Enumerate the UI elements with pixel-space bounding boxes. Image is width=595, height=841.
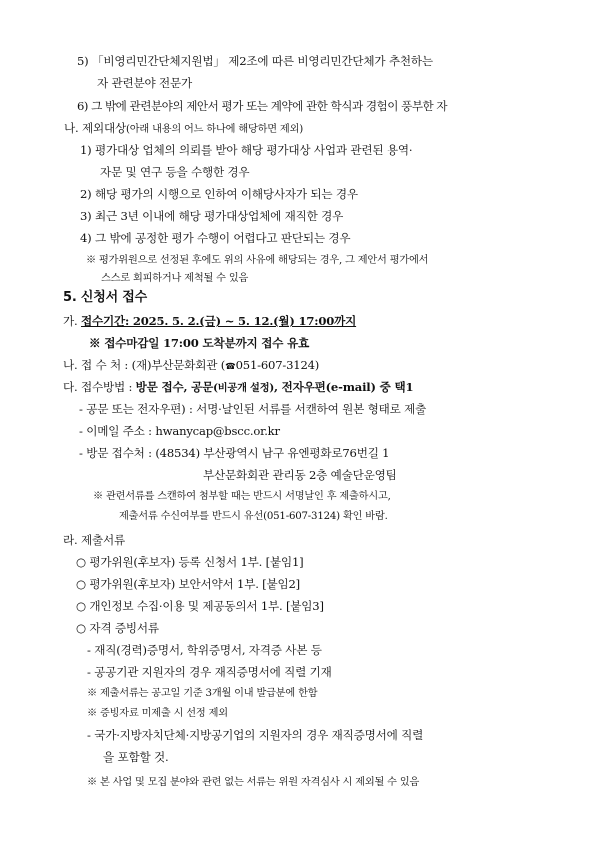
application-method [63, 379, 413, 396]
exclusion-item-4: 4) 그 밖에 공정한 평가 수행이 어렵다고 판단되는 경우 [80, 231, 351, 245]
final-note: ※ 본 사업 및 모집 분야와 관련 없는 서류는 위원 자격심사 시 제외될 수 있음 [87, 777, 420, 788]
documents-title: 라. 제출서류 [63, 533, 125, 547]
exclusion-note-line2: 스스로 회피하거나 제척될 수 있음 [101, 273, 249, 284]
document-2: ○ 평가위원(후보자) 보안서약서 1부. [붙임2] [76, 577, 300, 591]
proof-note-2: ※ 증빙자료 미제출 시 선정 제외 [87, 708, 228, 719]
qual-item-5-line1: 5) 「비영리민간단체지원법」 제2조에 따른 비영리민간단체가 추천하는 [77, 54, 433, 68]
document-1: ○ 평가위원(후보자) 등록 신청서 1부. [붙임1] [76, 555, 304, 569]
method-visit-line1: - 방문 접수처 : (48534) 부산광역시 남구 유엔평화로76번길 1 [79, 446, 390, 460]
scan-note-line2: 제출서류 수신여부를 반드시 유선(051-607-3124) 확인 바람. [119, 511, 388, 522]
method-visit-line2: 부산문화회관 관리동 2층 예술단운영팀 [203, 468, 397, 482]
exclusion-item-1-line2: 자문 및 연구 등을 수행한 경우 [100, 165, 250, 179]
reception-office-phone: 051-607-3124) [235, 358, 320, 372]
method-email: - 이메일 주소 : hwanycap@bscc.or.kr [79, 424, 280, 438]
exclusion-title [64, 120, 303, 138]
exclusion-item-2: 2) 해당 평가의 시행으로 인하여 이해당사자가 되는 경우 [80, 187, 358, 201]
scan-note-line1: ※ 관련서류를 스캔하여 첨부할 때는 반드시 서명날인 후 제출하시고, [93, 491, 391, 502]
exclusion-note-line1: ※ 평가위원으로 선정된 후에도 위의 사유에 해당되는 경우, 그 제안서 평가에서 [86, 255, 429, 266]
method-official-letter: - 공문 또는 전자우편) : 서명·날인된 서류를 서캔하여 원본 형태로 제출 [79, 402, 427, 416]
application-method-a: 방문 접수, 공문 [135, 380, 214, 394]
application-period-prefix: 가. [63, 314, 81, 328]
application-method-c: , 전자우편(e-mail) 중 택1 [273, 380, 414, 394]
exclusion-title-note: (아래 내용의 어느 하나에 해당하면 제외) [125, 124, 303, 135]
reception-office-label: 나. 접 수 처 : (재)부산문화회관 ( [63, 358, 226, 372]
document-4: ○ 자격 증빙서류 [76, 621, 159, 635]
exclusion-title-main: 나. 제외대상 [64, 121, 126, 135]
exclusion-item-3: 3) 최근 3년 이내에 해당 평가대상업체에 재직한 경우 [80, 209, 344, 223]
application-method-label: 다. 접수방법 : [63, 380, 136, 394]
application-period [63, 313, 356, 329]
application-method-b: (비공개 설정) [213, 382, 274, 394]
qual-item-6: 6) 그 밖에 관련분야의 제안서 평가 또는 계약에 관한 학식과 경험이 풍부한 자 [77, 99, 448, 113]
document-3: ○ 개인정보 수집·이용 및 제공동의서 1부. [붙임3] [76, 599, 324, 613]
deadline-note: ※ 접수마감일 17:00 도착분까지 접수 유효 [89, 336, 310, 350]
qual-item-5-line2: 자 관련분야 전문가 [97, 76, 192, 90]
proof-item-2: - 공공기관 지원자의 경우 재직증명서에 직렬 기재 [87, 665, 332, 679]
phone-icon: ☎ [225, 362, 236, 372]
proof-item-3-line2: 을 포함할 것. [103, 750, 169, 764]
reception-office [63, 357, 319, 375]
exclusion-item-1-line1: 1) 평가대상 업체의 의뢰를 받아 해당 평가대상 사업과 관련된 용역· [80, 143, 413, 157]
section-5-title: 5. 신청서 접수 [63, 290, 148, 305]
proof-note-1: ※ 제출서류는 공고일 기준 3개월 이내 발급분에 한함 [87, 688, 318, 699]
proof-item-3-line1: - 국가·지방자치단체·지방공기업의 지원자의 경우 재직증명서에 직렬 [87, 728, 424, 742]
proof-item-1: - 재직(경력)증명서, 학위증명서, 자격증 사본 등 [87, 643, 322, 657]
application-period-text: 접수기간: 2025. 5. 2.(금) ~ 5. 12.(월) 17:00까지 [80, 314, 357, 328]
